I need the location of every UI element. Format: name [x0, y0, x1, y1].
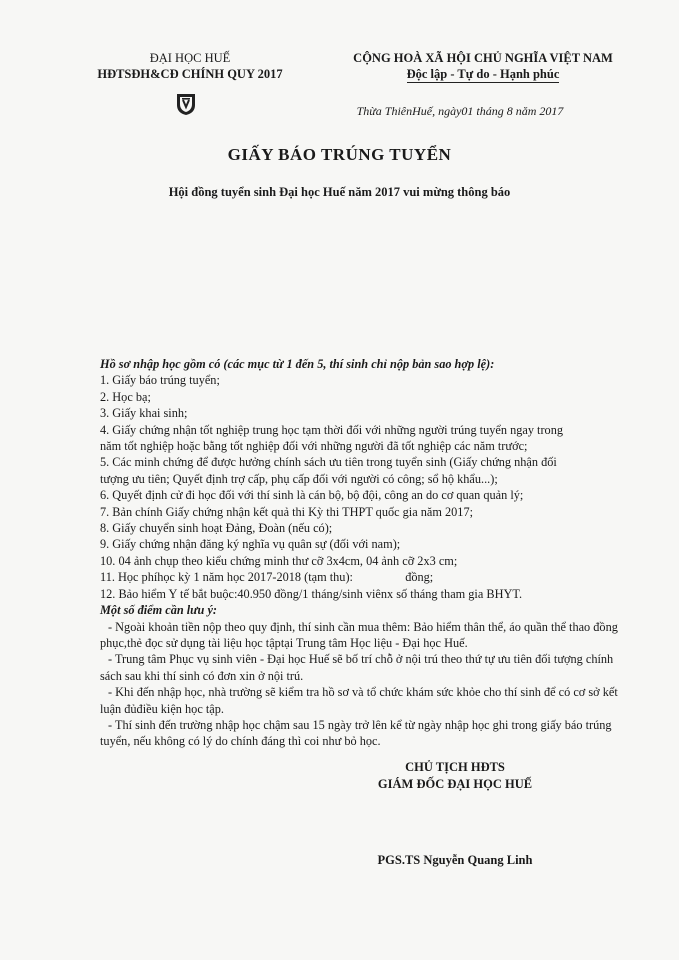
note-line: - Ngoài khoản tiền nộp theo quy định, thí sinh cần mua thêm: Bảo hiểm thân thể, áo quần thể thao đồng [108, 619, 618, 634]
national-motto: Độc lập - Tự do - Hạnh phúc [406, 67, 560, 81]
dossier-item: 4. Giấy chứng nhận tốt nghiệp trung học tạm thời đối với những người trúng tuyển ngay trong [100, 422, 564, 437]
issuer-header [60, 50, 320, 82]
national-header [318, 50, 648, 83]
dossier-item: 9. Giấy chứng nhận đăng ký nghĩa vụ quân sự (đối với nam); [100, 537, 401, 552]
notes-section [100, 602, 625, 750]
dossier-item: 2. Học bạ; [100, 389, 151, 404]
note-line: phục,thẻ đọc sử dụng tài liệu học tậptại Trung tâm Học liệu - Đại học Huế. [100, 635, 468, 650]
signer-name: PGS.TS Nguyễn Quang Linh [377, 853, 533, 867]
signer-title-director: GIÁM ĐỐC ĐẠI HỌC HUẾ [377, 777, 533, 791]
note-line: luận đủđiều kiện học tập. [100, 701, 224, 716]
issuer-council: HĐTSĐH&CĐ CHÍNH QUY 2017 [97, 67, 283, 81]
dossier-item: 11. Học phíhọc kỳ 1 năm học 2017-2018 (tạm thu): đồng; [100, 570, 434, 585]
document-body [100, 356, 625, 750]
notes-heading: Một số điểm cần lưu ý: [100, 603, 218, 618]
signer-title-chair: CHỦ TỊCH HĐTS [405, 760, 505, 774]
national-motto-country: CỘNG HOÀ XÃ HỘI CHỦ NGHĨA VIỆT NAM [353, 51, 613, 65]
dossier-item: 6. Quyết định cử đi học đối với thí sinh là cán bộ, bộ đội, công an do cơ quan quản lý; [100, 488, 524, 503]
signature-block [330, 759, 580, 793]
dossier-item-continued: tượng ưu tiên; Quyết định trợ cấp, phụ cấp đối với người có công; sổ hộ khẩu...); [100, 471, 498, 486]
issue-date: Thừa ThiênHuế, ngày01 tháng 8 năm 2017 [356, 104, 564, 118]
document-title: GIẤY BÁO TRÚNG TUYỂN [227, 145, 452, 164]
dossier-item: 7. Bản chính Giấy chứng nhận kết quả thi Kỳ thi THPT quốc gia năm 2017; [100, 504, 474, 519]
note-line: sách sau khi thí sinh có đơn xin ở nội trú. [100, 668, 304, 683]
dossier-item: 8. Giấy chuyển sinh hoạt Đảng, Đoàn (nếu có); [100, 521, 333, 536]
dossier-item: 5. Các minh chứng để được hưởng chính sách ưu tiên trong tuyển sinh (Giấy chứng nhận đối [100, 455, 557, 470]
dossier-item: 3. Giấy khai sinh; [100, 406, 188, 421]
dossier-item-continued: năm tốt nghiệp hoặc bằng tốt nghiệp đối với những người đã tốt nghiệp các năm trước; [100, 439, 528, 454]
note-line: - Trung tâm Phục vụ sinh viên - Đại học Huế sẽ bố trí chỗ ở nội trú theo thứ tự ưu tiên đối tượng chính [108, 652, 614, 667]
dossier-heading: Hồ sơ nhập học gồm có (các mục từ 1 đến 5, thí sinh chỉ nộp bản sao hợp lệ): [100, 357, 495, 371]
note-line: - Khi đến nhập học, nhà trường sẽ kiểm tra hồ sơ và tổ chức khám sức khỏe cho thí sinh để có cơ sở kết [108, 685, 618, 700]
university-seal-icon [175, 92, 197, 116]
dossier-item: 10. 04 ảnh chụp theo kiểu chứng minh thư cỡ 3x4cm, 04 ảnh cỡ 2x3 cm; [100, 553, 458, 568]
dossier-item: 1. Giấy báo trúng tuyển; [100, 373, 220, 388]
issuer-university: ĐẠI HỌC HUẾ [149, 51, 231, 65]
document-subtitle: Hội đồng tuyển sinh Đại học Huế năm 2017 vui mừng thông báo [168, 185, 511, 199]
dossier-item: 12. Bảo hiểm Y tế bắt buộc:40.950 đồng/1 tháng/sinh viênx số tháng tham gia BHYT. [100, 586, 523, 601]
note-line: tuyển, nếu không có lý do chính đáng thì coi như bỏ học. [100, 734, 381, 749]
note-line: - Thí sinh đến trường nhập học chậm sau 15 ngày trở lên kể từ ngày nhập học ghi trong giấy báo trúng [108, 717, 612, 732]
